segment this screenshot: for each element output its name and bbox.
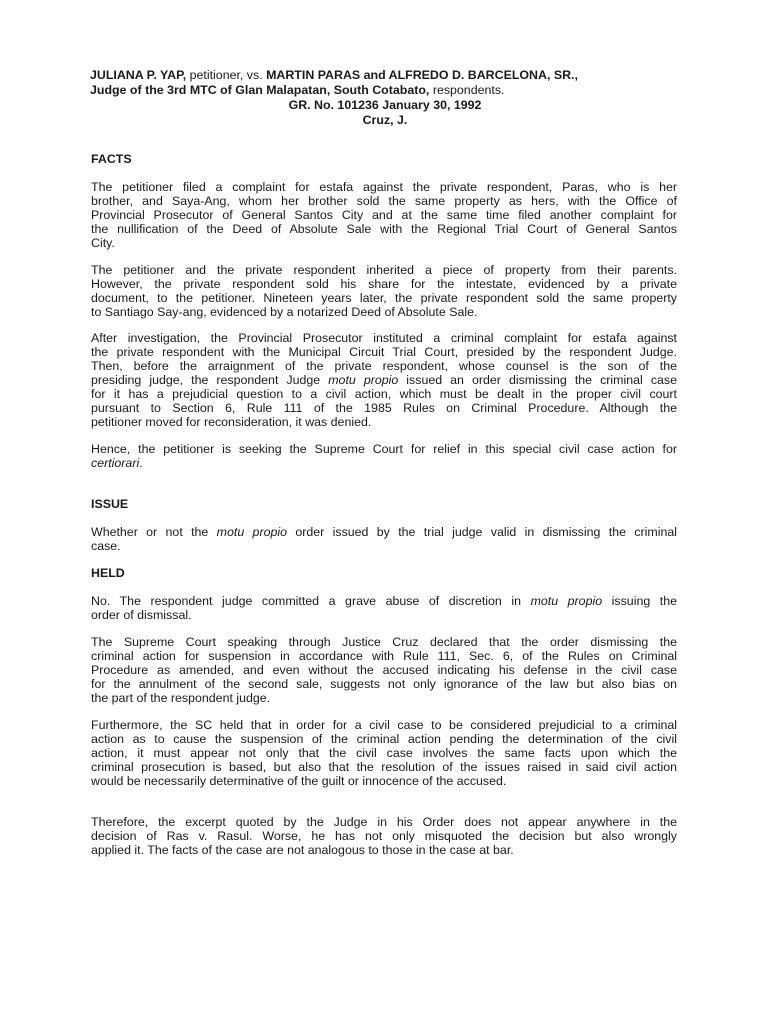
text-line: However, the private respondent sold his share for the intestate, evidenced by a private xyxy=(91,277,677,291)
facts-paragraph-4 xyxy=(91,442,677,470)
facts-paragraph-2 xyxy=(91,263,677,319)
issue-paragraph xyxy=(91,525,677,553)
judge-name: Judge of the 3rd MTC of Glan Malapatan, South Cotabato, xyxy=(90,83,430,97)
text-line: the part of the respondent judge. xyxy=(91,691,271,705)
text-line: the nullification of the Deed of Absolute Sale with the Regional Trial Court of General Santos xyxy=(91,222,677,236)
case-parties-line xyxy=(90,68,680,83)
case-number: GR. No. 101236 January 30, 1992 xyxy=(288,98,482,112)
text-line: would be necessarily determinative of the guilt or innocence of the accused. xyxy=(91,774,507,788)
text-line: pursuant to Section 6, Rule 111 of the 1985 Rules on Criminal Procedure. Although the xyxy=(91,401,677,415)
held-paragraph-1 xyxy=(91,594,677,622)
text-line: for the annulment of the second sale, suggests not only ignorance of the law but also bias on xyxy=(91,677,677,691)
text-line: petitioner moved for reconsideration, it was denied. xyxy=(91,415,372,429)
certiorari-italic: certiorari xyxy=(91,456,140,470)
facts-paragraph-3 xyxy=(91,331,677,429)
respondents-label: respondents. xyxy=(429,83,505,97)
text-line: After investigation, the Provincial Prosecutor instituted a criminal complaint for estafa against xyxy=(91,331,677,345)
text-line: Provincial Prosecutor of General Santos City and at the same time filed another complaint for xyxy=(91,208,677,222)
facts-paragraph-1 xyxy=(91,180,677,250)
facts-heading: FACTS xyxy=(91,152,132,166)
held-paragraph-4 xyxy=(91,815,677,857)
text-line: Therefore, the excerpt quoted by the Judge in his Order does not appear anywhere in the xyxy=(91,815,677,829)
case-header xyxy=(90,68,680,128)
text-line: decision of Ras v. Rasul. Worse, he has not only misquoted the decision but also wrongly xyxy=(91,829,677,843)
text-line: case. xyxy=(91,539,121,553)
text-line: Furthermore, the SC held that in order for a civil case to be considered prejudicial to a criminal xyxy=(91,718,677,732)
text-line: for it has a prejudicial question to a civil action, which must be dealt in the proper civil court xyxy=(91,387,677,401)
ponente: Cruz, J. xyxy=(362,113,408,127)
respondents-names: MARTIN PARAS and ALFREDO D. BARCELONA, SR., xyxy=(266,68,578,82)
text-line: presiding judge, the respondent Judge motu propio issued an order dismissing the criminal case xyxy=(91,373,677,387)
text-line: The petitioner filed a complaint for estafa against the private respondent, Paras, who is her xyxy=(91,180,677,194)
text-line: brother, and Saya-Ang, whom her brother sold the same property as hers, with the Office of xyxy=(91,194,677,208)
text-line: applied it. The facts of the case are not analogous to those in the case at bar. xyxy=(91,843,514,857)
text-line: Then, before the arraignment of the private respondent, whose counsel is the son of the xyxy=(91,359,677,373)
text-line: Procedure as amended, and even without the accused indicating his defense in the civil case xyxy=(91,663,677,677)
text-line: City. xyxy=(91,236,115,250)
judge-line xyxy=(90,83,680,98)
text-line: The Supreme Court speaking through Justice Cruz declared that the order dismissing the xyxy=(91,635,677,649)
held-paragraph-2 xyxy=(91,635,677,705)
text-line: to Santiago Say-ang, evidenced by a notarized Deed of Absolute Sale. xyxy=(91,305,478,319)
text-line: document, to the petitioner. Nineteen years later, the private respondent sold the same property xyxy=(91,291,677,305)
text-line: order of dismissal. xyxy=(91,608,192,622)
text-line: The petitioner and the private respondent inherited a piece of property from their parents. xyxy=(91,263,677,277)
motu-propio-italic: motu propio xyxy=(216,525,288,539)
held-paragraph-3 xyxy=(91,718,677,788)
text-line: the private respondent with the Municipal Circuit Trial Court, presided by the respondent Judge. xyxy=(91,345,677,359)
text-line: action, it must appear not only that the civil case involves the same facts upon which the xyxy=(91,746,677,760)
text-line: certiorari. xyxy=(91,456,143,470)
petitioner-name: JULIANA P. YAP, xyxy=(90,68,187,82)
text-line: criminal prosecution is based, but also that the resolution of the issues raised in said civil action xyxy=(91,760,677,774)
text-line: No. The respondent judge committed a grave abuse of discretion in motu propio issuing the xyxy=(91,594,677,608)
issue-heading: ISSUE xyxy=(91,497,129,511)
text-line: Hence, the petitioner is seeking the Supreme Court for relief in this special civil case action for xyxy=(91,442,677,456)
petitioner-label: petitioner, vs. xyxy=(186,68,267,82)
motu-propio-italic: motu propio xyxy=(328,373,399,387)
motu-propio-italic: motu propio xyxy=(530,594,603,608)
text-line: Whether or not the motu propio order issued by the trial judge valid in dismissing the criminal xyxy=(91,525,677,539)
text-line: criminal action for suspension in accordance with Rule 111, Sec. 6, of the Rules on Criminal xyxy=(91,649,677,663)
text-line: action as to cause the suspension of the criminal action pending the determination of the civil xyxy=(91,732,677,746)
held-heading: HELD xyxy=(91,566,125,580)
